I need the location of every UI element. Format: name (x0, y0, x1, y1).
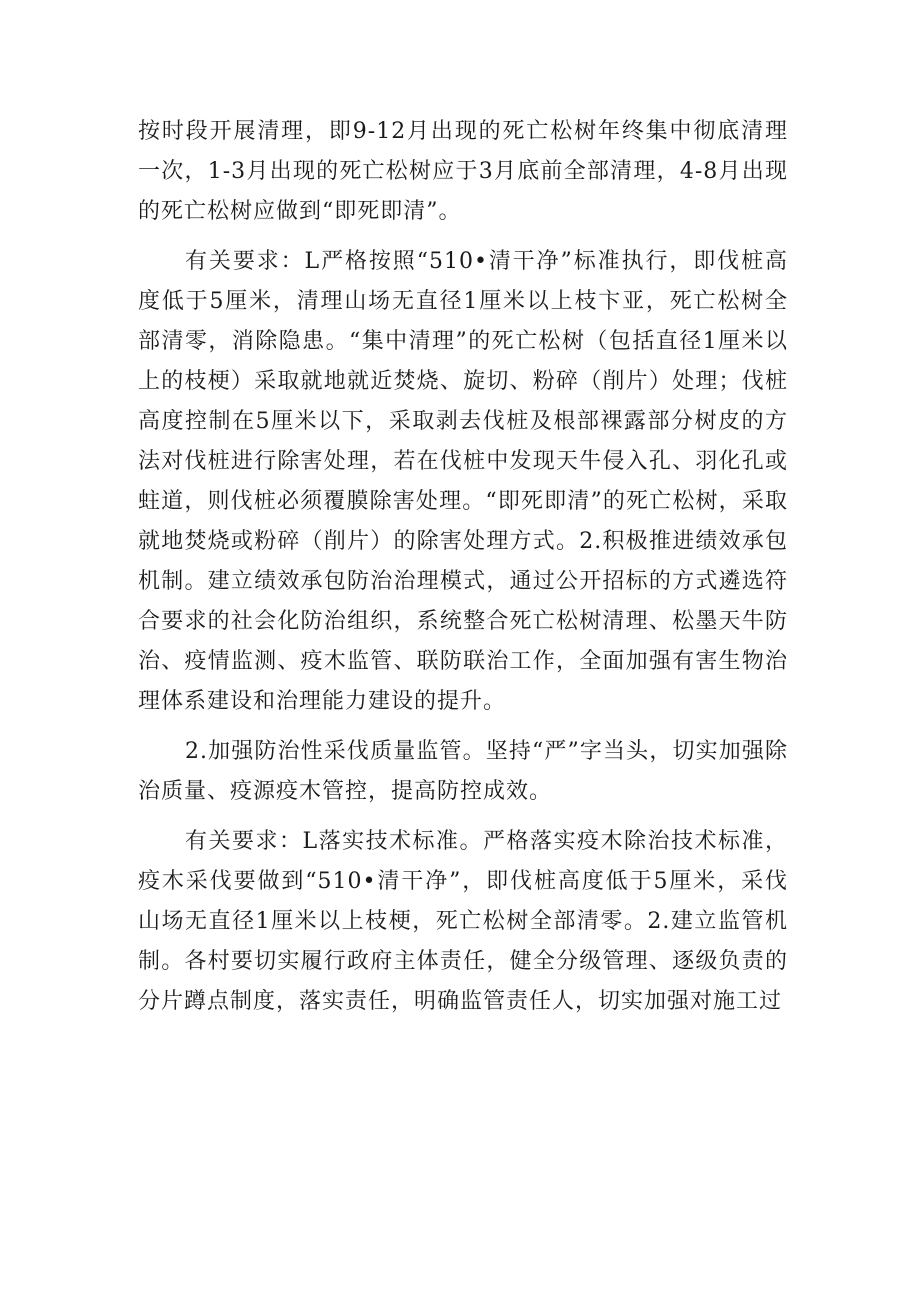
paragraph-2: 有关要求：L严格按照“510•清干净”标准执行，即伐桩高度低于5厘米，清理山场无直径1厘米以上枝卞亚，死亡松树全部清零，消除隐患。“集中清理”的死亡松树（包括直径1厘米以上的枝梗）采取就地就近焚烧、旋切、粉碎（削片）处理；伐桩高度控制在5厘米以下，采取剥去伐桩及根部裸露部分树皮的方法对伐桩进行除害处理，若在伐桩中发现天牛侵入孔、羽化孔或蛀道，则伐桩必须覆膜除害处理。“即死即清”的死亡松树，采取就地焚烧或粉碎（削片）的除害处理方式。2.积极推进绩效承包机制。建立绩效承包防治治理模式，通过公开招标的方式遴选符合要求的社会化防治组织，系统整合死亡松树清理、松墨天牛防治、疫情监测、疫木监管、联防联治工作，全面加强有害生物治理体系建设和治理能力建设的提升。 (138, 249, 788, 714)
document-body (138, 112, 788, 1032)
paragraph-1: 按时段开展清理，即9-12月出现的死亡松树年终集中彻底清理一次，1-3月出现的死亡松树应于3月底前全部清理，4-8月出现的死亡松树应做到“即死即清”。 (138, 119, 788, 224)
paragraph-4: 有关要求：L落实技术标准。严格落实疫木除治技术标准，疫木采伐要做到“510•清干净”，即伐桩高度低于5厘米，采伐山场无直径1厘米以上枝梗，死亡松树全部清零。2.建立监管机制。各村要切实履行政府主体责任，健全分级管理、逐级负责的分片蹲点制度，落实责任，明确监管责任人，切实加强对施工过 (138, 829, 788, 1014)
paragraph-3: 2.加强防治性采伐质量监管。坚持“严”字当头，切实加强除治质量、疫源疫木管控，提高防控成效。 (138, 739, 788, 804)
